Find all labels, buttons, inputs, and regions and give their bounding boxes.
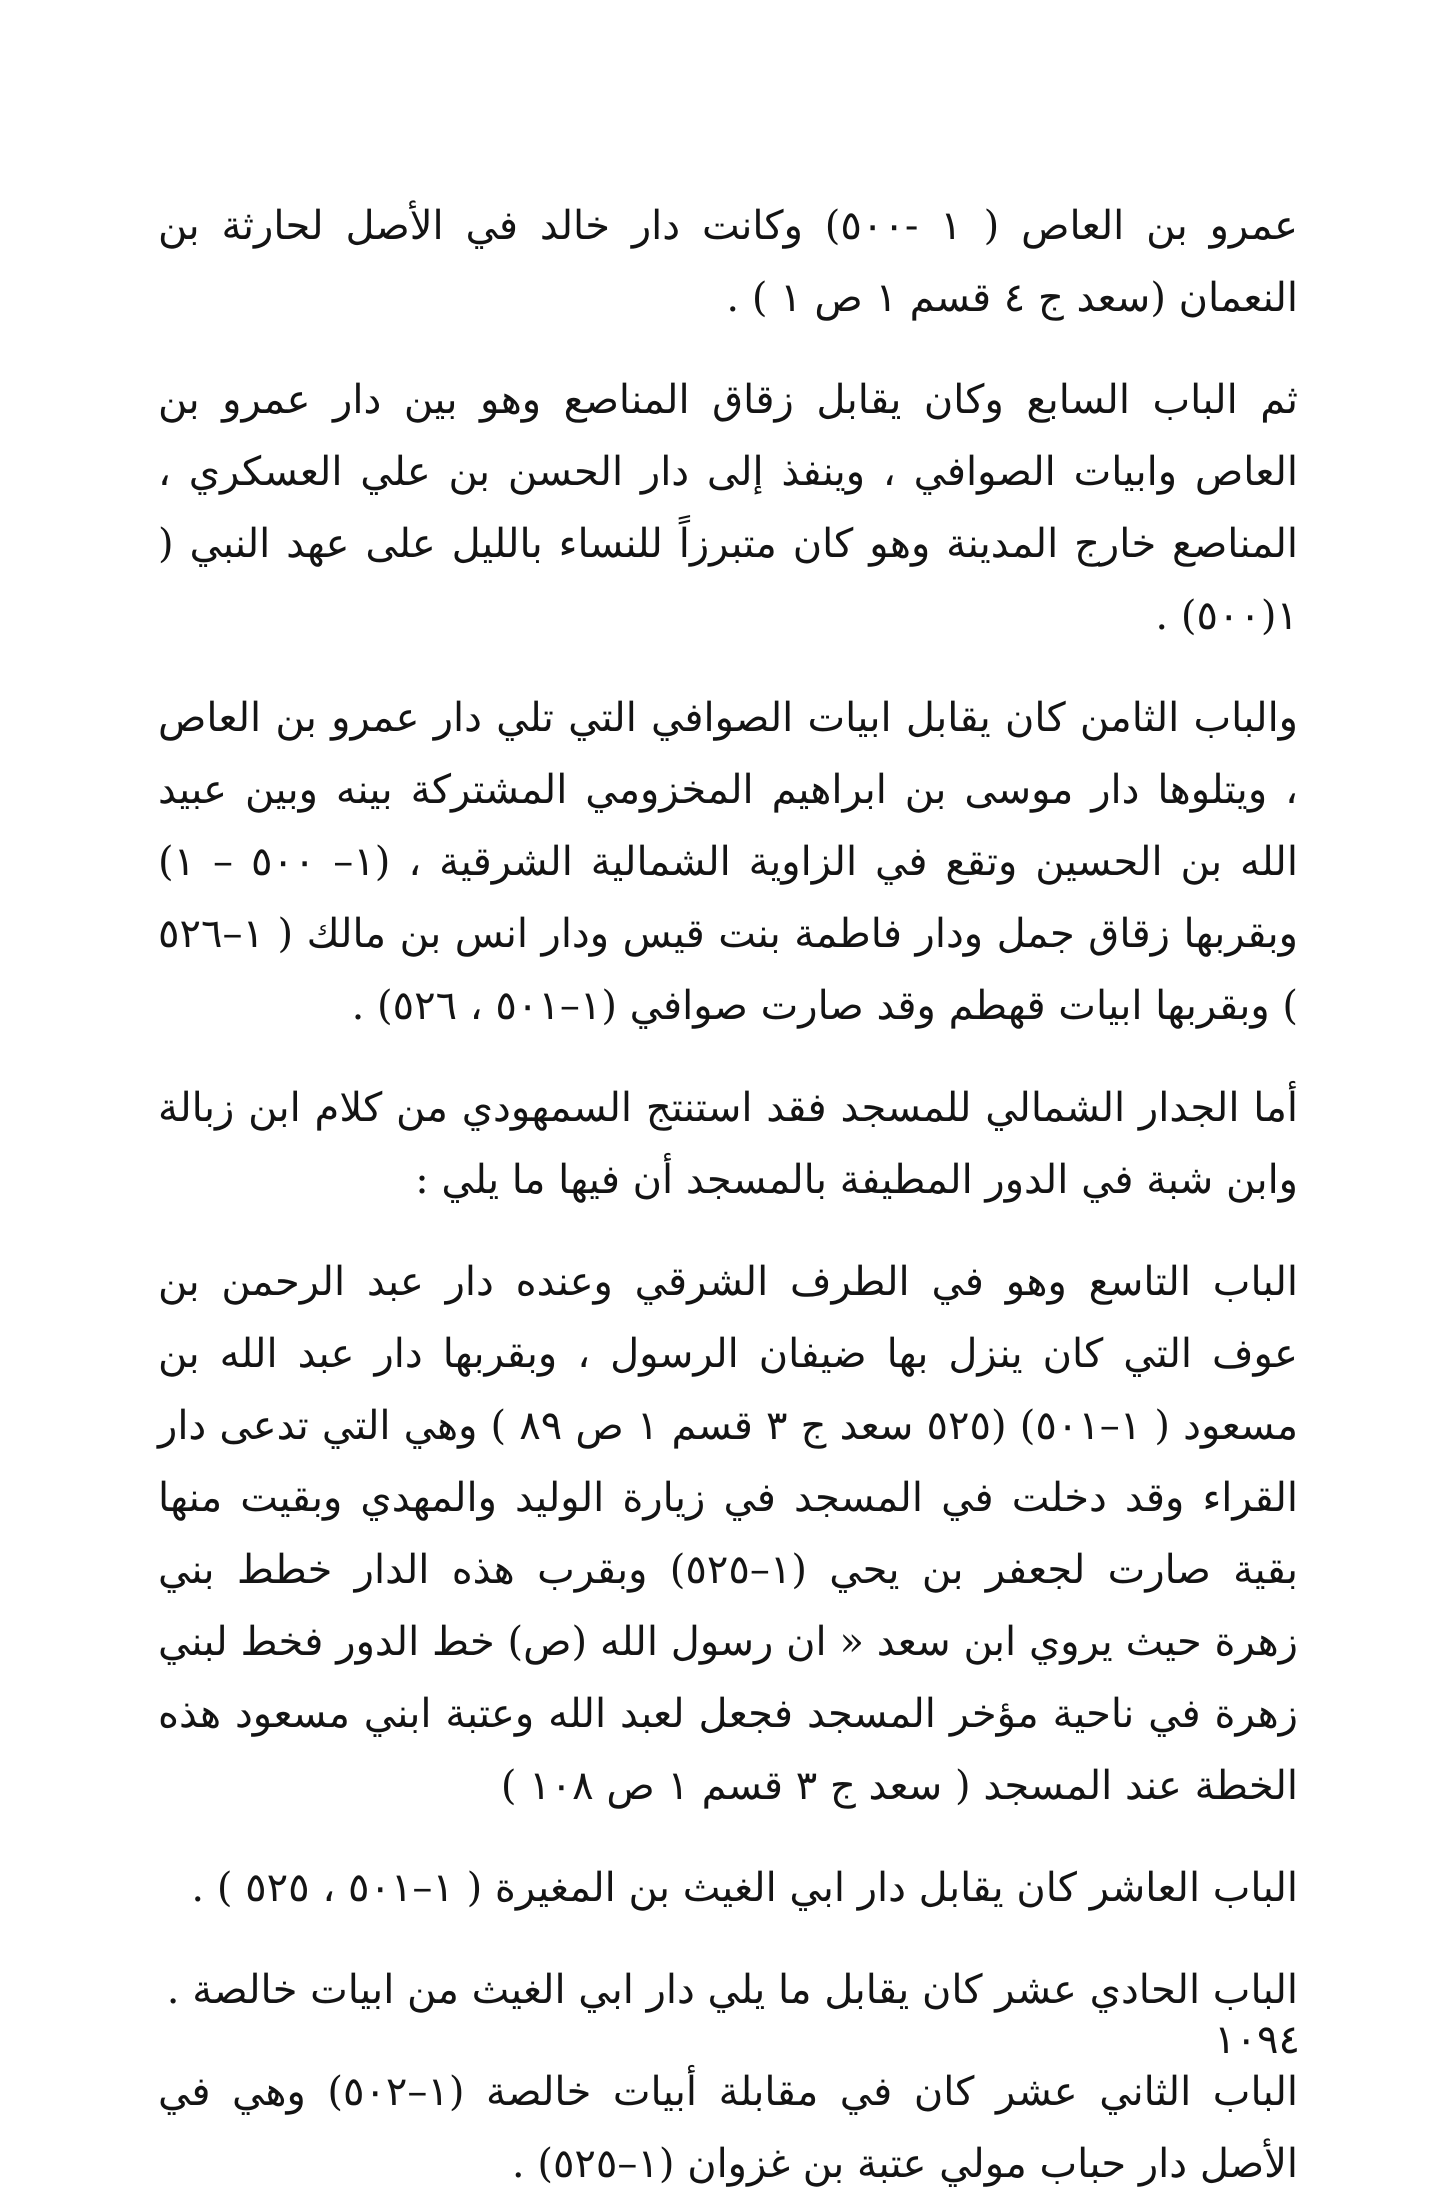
paragraph-tenth-gate: الباب العاشر كان يقابل دار ابي الغيث بن المغيرة ( ١–٥٠١ ، ٥٢٥ ) .: [191, 1865, 1298, 1911]
page-body: [158, 190, 1298, 2200]
paragraph-amr-ibn-al-as: عمرو بن العاص ( ١ -٥٠٠) وكانت دار خالد في الأصل لحارثة بن النعمان (سعد ج ٤ قسم ١ ص ١ ) .: [158, 203, 1298, 321]
paragraph-eleventh-gate: الباب الحادي عشر كان يقابل ما يلي دار ابي الغيث من ابيات خالصة .: [166, 1967, 1298, 2013]
page-number: ١٠٩٤: [1214, 2017, 1300, 2063]
paragraph-seventh-gate: ثم الباب السابع وكان يقابل زقاق المناصع وهو بين دار عمرو بن العاص وابيات الصوافي ، وينفذ إلى دار الحسن بن علي العسكري ، المناصع خارج المدينة وهو كان متبرزاً للنساء بالليل على عهد النبي ( ١(٥٠٠) .: [158, 377, 1298, 639]
paragraph-northern-wall: أما الجدار الشمالي للمسجد فقد استنتج السمهودي من كلام ابن زبالة وابن شبة في الدور المطيفة بالمسجد أن فيها ما يلي :: [158, 1085, 1298, 1203]
paragraph-eighth-gate: والباب الثامن كان يقابل ابيات الصوافي التي تلي دار عمرو بن العاص ، ويتلوها دار موسى بن ابراهيم المخزومي المشتركة بينه وبين عبيد الله بن الحسين وتقع في الزاوية الشمالية الشرقية ، (١– ٥٠٠ – ١) وبقربها زقاق جمل ودار فاطمة بنت قيس ودار انس بن مالك ( ١–٥٢٦ ) وبقربها ابيات قهطم وقد صارت صوافي (١–٥٠١ ، ٥٢٦) .: [158, 695, 1298, 1029]
paragraph-twelfth-gate: الباب الثاني عشر كان في مقابلة أبيات خالصة (١–٥٠٢) وهي في الأصل دار حباب مولي عتبة بن غزوان (١–٥٢٥) .: [158, 2069, 1298, 2187]
paragraph-ninth-gate: الباب التاسع وهو في الطرف الشرقي وعنده دار عبد الرحمن بن عوف التي كان ينزل بها ضيفان الرسول ، وبقربها دار عبد الله بن مسعود ( ١–٥٠١) (٥٢٥ سعد ج ٣ قسم ١ ص ٨٩ ) وهي التي تدعى دار القراء وقد دخلت في المسجد في زيارة الوليد والمهدي وبقيت منها بقية صارت لجعفر بن يحي (١–٥٢٥) وبقرب هذه الدار خطط بني زهرة حيث يروي ابن سعد « ان رسول الله (ص) خط الدور فخط لبني زهرة في ناحية مؤخر المسجد فجعل لعبد الله وعتبة ابني مسعود هذه الخطة عند المسجد ( سعد ج ٣ قسم ١ ص ١٠٨ ): [158, 1259, 1299, 1809]
